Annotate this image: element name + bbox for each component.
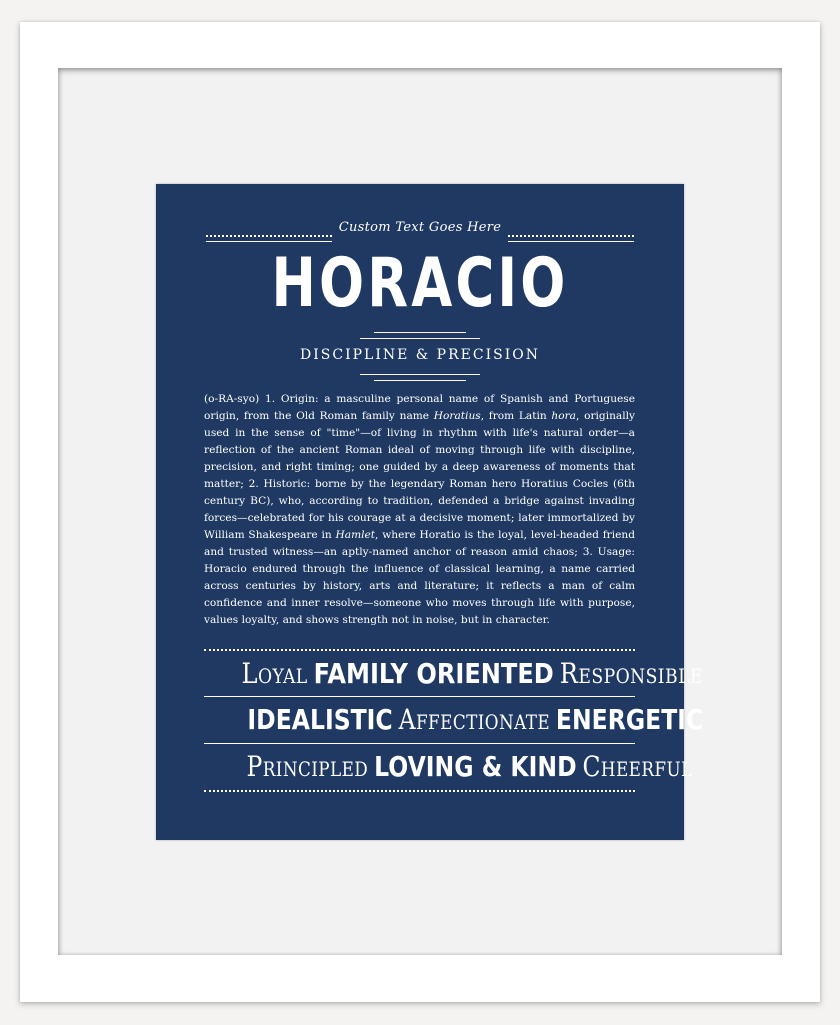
trait: LOVING & KIND	[374, 750, 577, 783]
top-left-divider	[206, 235, 332, 237]
definition-text-2: , from Latin	[480, 410, 552, 422]
definition-italic-2: hora	[551, 410, 577, 422]
trait: FAMILY ORIENTED	[313, 657, 554, 690]
trait: Cheerful	[582, 750, 693, 783]
definition-text-1: 1. Origin: a masculine personal name of Spanish and Portuguese origin, from the Old Roman family name	[204, 393, 635, 422]
name-subtitle: DISCIPLINE & PRECISION	[300, 347, 540, 363]
name-print	[156, 184, 704, 840]
name-definition	[204, 391, 635, 629]
trait: ENERGETIC	[555, 703, 704, 736]
traits-bottom-dots	[204, 790, 635, 792]
trait-line-2	[204, 703, 704, 736]
trait-line-1	[204, 657, 703, 690]
top-right-divider	[508, 235, 634, 237]
definition-italic-1: Horatius	[433, 410, 481, 422]
rule-upper-1	[374, 332, 466, 333]
pronunciation: (o-RA-syo)	[204, 393, 260, 405]
trait: Responsible	[559, 657, 703, 690]
trait-line-3	[204, 750, 693, 783]
custom-text: Custom Text Goes Here	[338, 220, 502, 235]
name-title: HORACIO	[271, 244, 569, 323]
definition-text-4: , where Horatio is the loyal, level-headed friend and trusted witness—an aptly-named anchor of reason amid chaos; 3. Usage: Horacio endured through the influence of classical learning, a name carried across centuries by history, arts and literature; it reflects a man of calm confidence and inner resolve—someone who moves through life with purpose, values loyalty, and shows strength not in noise, but in character.	[204, 529, 635, 626]
trait: Loyal	[241, 657, 308, 690]
trait: Affectionate	[398, 703, 551, 736]
trait-separator-2	[204, 743, 635, 744]
traits-top-dots	[204, 649, 635, 651]
trait: IDEALISTIC	[247, 703, 393, 736]
definition-italic-3: Hamlet	[335, 529, 376, 541]
definition-text-3: , originally used in the sense of "time"—of living in rhythm with life's natural order—a reflection of the ancient Roman ideal of moving through life with discipline, precision, and right timing; one guided by a deep awareness of moments that matter; 2. Historic: borne by the legendary Roman hero Horatius Cocles (6th century BC), who, according to tradition, defended a bridge against invading forces—celebrated for his courage at a decisive moment; later immortalized by William Shakespeare in	[204, 410, 635, 541]
rule-lower-1	[360, 374, 480, 375]
rule-upper-2	[360, 338, 480, 339]
trait-separator-1	[204, 696, 635, 697]
rule-lower-2	[374, 380, 466, 381]
trait: Principled	[246, 750, 369, 783]
